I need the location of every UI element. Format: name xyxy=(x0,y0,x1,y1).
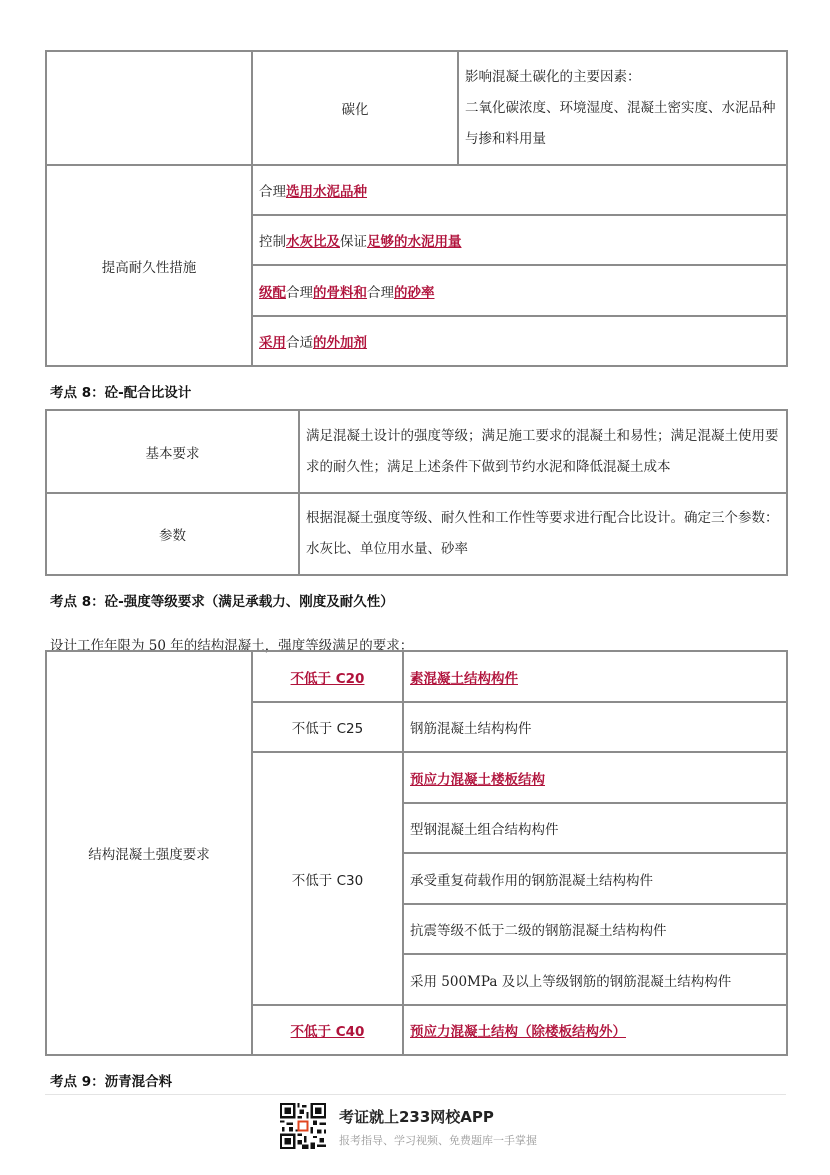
item-c30 xyxy=(403,752,787,803)
grade-c25: 不低于 C25 xyxy=(252,702,403,752)
footer-slogan: 报考指导、学习视频、免费题库一手掌握 xyxy=(339,1134,537,1147)
measure-text: 合理 xyxy=(259,184,286,200)
measure-text: 合理 xyxy=(367,284,394,301)
measure-highlight: 的骨料和 xyxy=(313,284,367,301)
grade-c40 xyxy=(252,1005,403,1055)
item-c30: 抗震等级不低于二级的钢筋混凝土结构构件 xyxy=(403,904,787,954)
mix-design-table xyxy=(45,409,788,576)
measures-label: 提高耐久性措施 xyxy=(46,165,252,366)
item-c40 xyxy=(403,1005,787,1055)
measure-highlight: 采用 xyxy=(259,335,286,351)
param-text: 根据混凝土强度等级、耐久性和工作性等要求进行配合比设计。确定三个参数：水灰比、单位用水量、砂率 xyxy=(299,493,787,575)
measure-highlight: 水灰比及 xyxy=(286,234,340,250)
empty-cell xyxy=(46,51,252,165)
item-c30: 承受重复荷载作用的钢筋混凝土结构构件 xyxy=(403,853,787,904)
measure-3 xyxy=(252,265,787,316)
measure-2 xyxy=(252,215,787,265)
footer-divider xyxy=(45,1094,786,1095)
param-label: 参数 xyxy=(46,493,299,575)
durability-table xyxy=(45,50,788,367)
grade-text: 不低于 C20 xyxy=(290,670,365,687)
measure-highlight: 的砂率 xyxy=(394,284,435,301)
carbonation-label: 碳化 xyxy=(252,51,458,165)
measure-text: 合适 xyxy=(286,335,313,351)
measure-1 xyxy=(252,165,787,215)
carbonation-factors-cell xyxy=(458,51,787,165)
measure-highlight: 的外加剂 xyxy=(313,335,367,351)
section-heading: 考点 8：砼-强度等级要求（满足承载力、刚度及耐久性） xyxy=(50,594,394,610)
section-heading: 考点 9：沥青混合料 xyxy=(50,1074,173,1090)
measure-text: 控制 xyxy=(259,234,286,250)
measure-highlight: 选用水泥品种 xyxy=(286,184,367,200)
item-c30: 采用 500MPa 及以上等级钢筋的钢筋混凝土结构构件 xyxy=(403,954,787,1005)
item-text: 素混凝土结构构件 xyxy=(410,670,518,687)
carbonation-factors-title: 影响混凝土碳化的主要因素： xyxy=(465,68,641,85)
grade-c20 xyxy=(252,651,403,702)
qr-code-icon xyxy=(280,1103,326,1149)
footer-brand: 考证就上233网校APP xyxy=(339,1108,494,1126)
section-heading: 考点 8：砼-配合比设计 xyxy=(50,385,192,401)
grade-text: 不低于 C40 xyxy=(290,1024,365,1040)
basic-label: 基本要求 xyxy=(46,410,299,493)
item-text: 预应力混凝土结构（除楼板结构外） xyxy=(410,1024,626,1040)
carbonation-factors: 二氧化碳浓度、环境湿度、混凝土密实度、水泥品种与掺和料用量 xyxy=(465,99,776,147)
measure-text: 合理 xyxy=(286,284,313,301)
measure-highlight: 足够的水泥用量 xyxy=(367,234,462,250)
grade-c30: 不低于 C30 xyxy=(252,752,403,1005)
item-text: 预应力混凝土楼板结构 xyxy=(410,771,545,788)
measure-4 xyxy=(252,316,787,366)
item-c30: 型钢混凝土组合结构构件 xyxy=(403,803,787,853)
measure-highlight: 级配 xyxy=(259,284,286,301)
item-c20 xyxy=(403,651,787,702)
measure-text: 保证 xyxy=(340,234,367,250)
basic-text: 满足混凝土设计的强度等级；满足施工要求的混凝土和易性；满足混凝土使用要求的耐久性；满足上述条件下做到节约水泥和降低混凝土成本 xyxy=(299,410,787,493)
item-c25: 钢筋混凝土结构构件 xyxy=(403,702,787,752)
intro-text: 设计工作年限为 50 年的结构混凝土，强度等级满足的要求： xyxy=(50,638,414,654)
strength-main-label: 结构混凝土强度要求 xyxy=(46,651,252,1055)
strength-table xyxy=(45,650,788,1056)
